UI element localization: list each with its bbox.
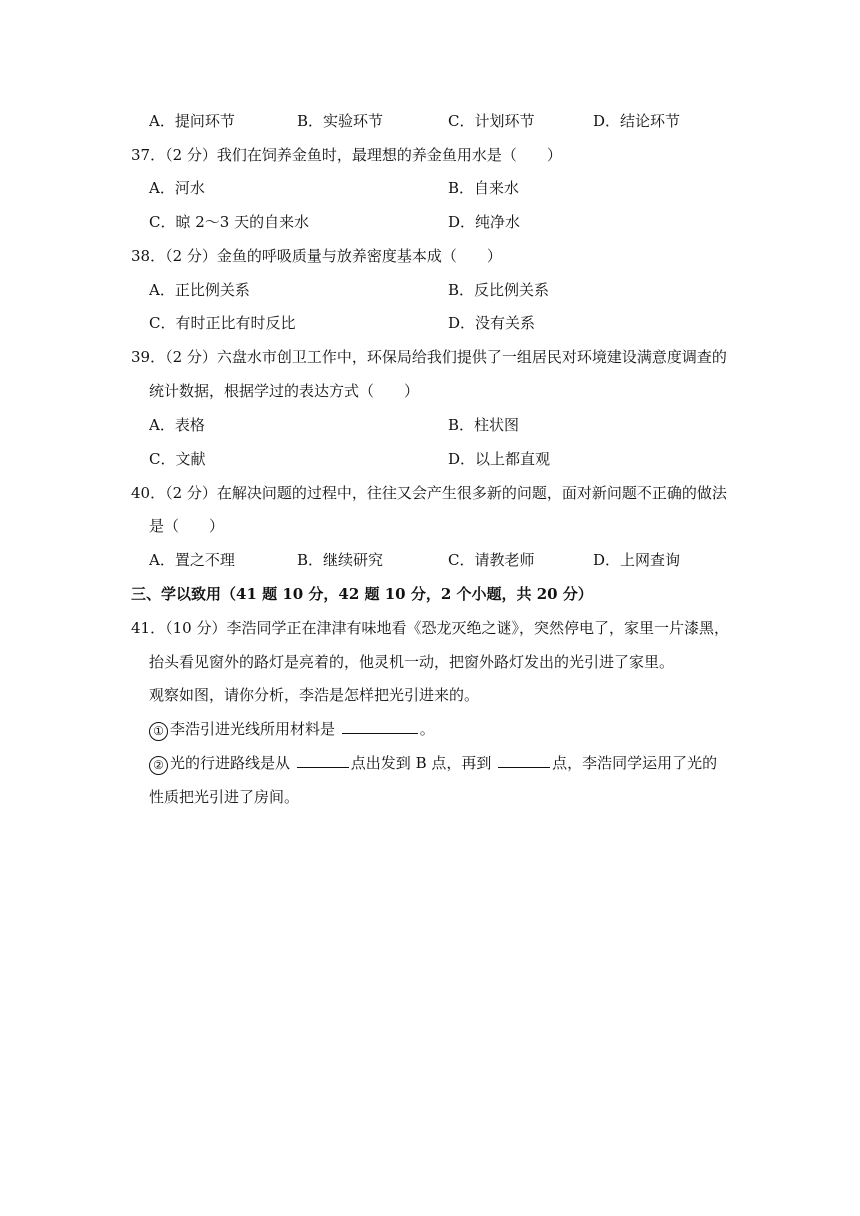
q41-sub2 <box>149 753 717 775</box>
q40-stem-line2: 是（ ） <box>149 517 225 535</box>
q41-sub1 <box>149 719 435 741</box>
q37-option-a: A．河水 <box>149 179 205 197</box>
q38-option-d: D．没有关系 <box>448 314 536 332</box>
q37-option-c: C．晾 2～3 天的自来水 <box>149 213 310 231</box>
q40-option-d: D．上网查询 <box>593 551 681 569</box>
q39-option-d: D．以上都直观 <box>448 450 551 468</box>
q41-line2: 抬头看见窗外的路灯是亮着的，他灵机一动，把窗外路灯发出的光引进了家里。 <box>149 653 675 671</box>
q38-option-b: B．反比例关系 <box>448 281 550 299</box>
q36-option-c: C．计划环节 <box>448 112 535 130</box>
q38-option-a: A．正比例关系 <box>149 281 250 299</box>
q41-line-last: 性质把光引进了房间。 <box>149 788 300 806</box>
q36-option-a: A．提问环节 <box>149 112 235 130</box>
q41-sub1-answer-blank[interactable] <box>342 719 418 734</box>
q41-sub1-end: 。 <box>419 720 435 738</box>
q38-option-c: C．有时正比有时反比 <box>149 314 296 332</box>
q41-sub2-text-b: 点出发到 B 点，再到 <box>350 754 492 772</box>
q41-sub1-text: 李浩引进光线所用材料是 <box>170 720 336 738</box>
q41-sub2-start-point-blank[interactable] <box>297 753 349 768</box>
q41-line1: 41．（10 分）李浩同学正在津津有味地看《恐龙灭绝之谜》，突然停电了，家里一片漆黑， <box>131 619 729 637</box>
q38-stem: 38．（2 分）金鱼的呼吸质量与放养密度基本成（ ） <box>131 247 502 265</box>
q37-option-d: D．纯净水 <box>448 213 521 231</box>
section-3-heading: 三、学以致用（41 题 10 分，42 题 10 分，2 个小题，共 20 分） <box>131 585 593 603</box>
q40-stem-line1: 40．（2 分）在解决问题的过程中，往往又会产生很多新的问题，面对新问题不正确的做法 <box>131 484 727 502</box>
q36-option-b: B．实验环节 <box>297 112 384 130</box>
q40-option-c: C．请教老师 <box>448 551 535 569</box>
q39-stem-line2: 统计数据，根据学过的表达方式（ ） <box>149 382 420 400</box>
q40-option-a: A．置之不理 <box>149 551 235 569</box>
q40-option-b: B．继续研究 <box>297 551 384 569</box>
q41-line3: 观察如图，请你分析，李浩是怎样把光引进来的。 <box>149 686 480 704</box>
q39-option-b: B．柱状图 <box>448 416 520 434</box>
q41-sub2-text-a: 光的行进路线是从 <box>170 754 291 772</box>
q39-option-a: A．表格 <box>149 416 205 434</box>
q39-option-c: C．文献 <box>149 450 206 468</box>
q37-stem: 37．（2 分）我们在饲养金鱼时，最理想的养金鱼用水是（ ） <box>131 146 562 164</box>
q39-stem-line1: 39．（2 分）六盘水市创卫工作中，环保局给我们提供了一组居民对环境建设满意度调查的 <box>131 348 727 366</box>
q41-sub2-end-point-blank[interactable] <box>498 753 550 768</box>
q36-option-d: D．结论环节 <box>593 112 681 130</box>
q41-sub2-marker: ② <box>149 756 168 775</box>
q41-sub2-text-c: 点，李浩同学运用了光的 <box>552 754 718 772</box>
q41-sub1-marker: ① <box>149 722 168 741</box>
q37-option-b: B．自来水 <box>448 179 520 197</box>
